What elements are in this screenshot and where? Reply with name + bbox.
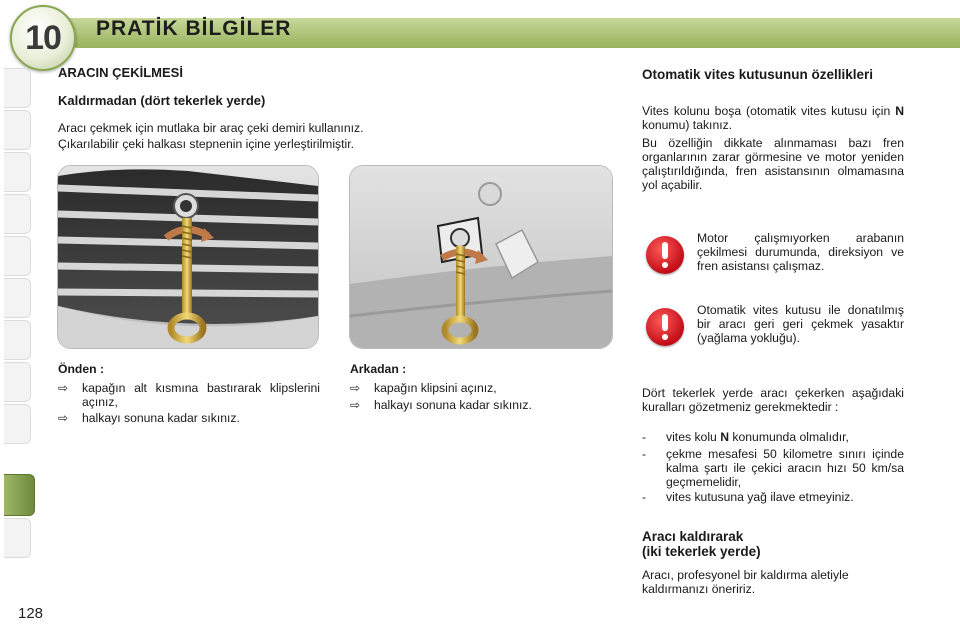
arrow-bullet-icon: ⇨	[58, 411, 69, 425]
chapter-tab[interactable]	[4, 518, 31, 558]
chapter-tab[interactable]	[4, 194, 31, 234]
auto-text-part: konumu) takınız.	[642, 118, 733, 132]
chapter-header	[0, 0, 960, 57]
front-step-2-text: halkayı sonuna kadar sıkınız.	[82, 411, 240, 425]
exclamation-icon	[660, 314, 670, 340]
rule-text-part: vites kolu	[666, 430, 721, 444]
chapter-tab[interactable]	[4, 236, 31, 276]
front-step-2	[58, 411, 320, 425]
auto-text-part: Vites kolunu boşa (otomatik vites kutusu için	[642, 104, 896, 118]
auto-gearbox-heading: Otomatik vites kutusunun özellikleri	[642, 67, 874, 82]
lift-text: Aracı, profesyonel bir kaldırma aletiyle kaldırmanızı öneririz.	[642, 568, 849, 596]
rule-text-part: konumunda olmalıdır,	[729, 430, 849, 444]
exclamation-icon	[660, 242, 670, 268]
auto-gearbox-text-1	[642, 104, 904, 132]
lift-heading-2: (iki tekerlek yerde)	[642, 544, 761, 559]
chapter-number-badge	[10, 5, 76, 71]
front-label: Önden :	[58, 362, 105, 376]
rear-step-2	[350, 398, 612, 412]
front-step-1	[58, 381, 320, 409]
arrow-bullet-icon: ⇨	[58, 381, 69, 395]
subsection-heading: Kaldırmadan (dört tekerlek yerde)	[58, 93, 266, 108]
chapter-tab-active[interactable]	[4, 474, 35, 516]
auto-gearbox-text-2: Bu özelliğin dikkate alınmaması bazı fren organlarının zarar görmesine ve motor yeniden çalıştırıldığında, fren asistansının olmamasına yol açabilir.	[642, 136, 904, 192]
chapter-tab[interactable]	[4, 68, 31, 108]
arrow-bullet-icon: ⇨	[350, 398, 361, 412]
rear-towing-eye-illustration	[350, 166, 612, 348]
front-towing-photo	[57, 165, 319, 349]
rear-label: Arkadan :	[350, 362, 407, 376]
chapter-title: PRATİK BİLGİLER	[96, 17, 292, 40]
chapter-tab[interactable]	[4, 278, 31, 318]
towing-rules-intro: Dört tekerlek yerde aracı çekerken aşağıdaki kuralları gözetmeniz gerekmektedir :	[642, 386, 904, 414]
rear-step-1	[350, 381, 612, 395]
chapter-number: 10	[25, 18, 61, 57]
dash-bullet: -	[642, 490, 647, 504]
intro-text-2: Çıkarılabilir çeki halkası stepnenin içine yerleştirilmiştir.	[58, 137, 354, 151]
front-towing-eye-illustration	[58, 166, 318, 348]
front-step-1-text: kapağın alt kısmına bastırarak klipslerini açınız,	[82, 381, 320, 409]
arrow-bullet-icon: ⇨	[350, 381, 361, 395]
towing-rule-3	[642, 490, 904, 504]
rear-towing-photo	[349, 165, 613, 349]
warning-text-2: Otomatik vites kutusu ile donatılmış bir aracı geri geri çekmek yasaktır (yağlama yokluğu).	[697, 303, 904, 345]
towing-rule-1-text	[666, 430, 904, 444]
warning-icon	[646, 308, 684, 346]
page-number: 128	[18, 605, 44, 622]
chapter-tab[interactable]	[4, 152, 31, 192]
section-heading: ARACIN ÇEKİLMESİ	[58, 65, 183, 80]
dash-bullet: -	[642, 447, 647, 461]
lift-heading-1: Aracı kaldırarak	[642, 529, 744, 544]
towing-rule-2-text: çekme mesafesi 50 kilometre sınırı içinde kalma şartı ile çekici aracın hızı 50 km/sa geçmemelidir,	[666, 447, 904, 489]
rear-step-2-text: halkayı sonuna kadar sıkınız.	[374, 398, 532, 412]
chapter-tab[interactable]	[4, 110, 31, 150]
chapter-tab-rail	[0, 68, 34, 578]
towing-rule-1	[642, 430, 904, 444]
chapter-tab[interactable]	[4, 362, 31, 402]
neutral-position-label: N	[895, 104, 904, 118]
rear-step-1-text: kapağın klipsini açınız,	[374, 381, 497, 395]
neutral-position-label: N	[720, 430, 730, 444]
towing-rule-3-text: vites kutusuna yağ ilave etmeyiniz.	[666, 490, 854, 504]
towing-rule-2	[642, 447, 904, 489]
chapter-tab[interactable]	[4, 404, 31, 444]
warning-icon	[646, 236, 684, 274]
intro-text-1: Aracı çekmek için mutlaka bir araç çeki demiri kullanınız.	[58, 121, 364, 135]
chapter-tab[interactable]	[4, 320, 31, 360]
dash-bullet: -	[642, 430, 647, 444]
warning-text-1: Motor çalışmıyorken arabanın çekilmesi durumunda, direksiyon ve fren asistansı çalışmaz.	[697, 231, 904, 273]
